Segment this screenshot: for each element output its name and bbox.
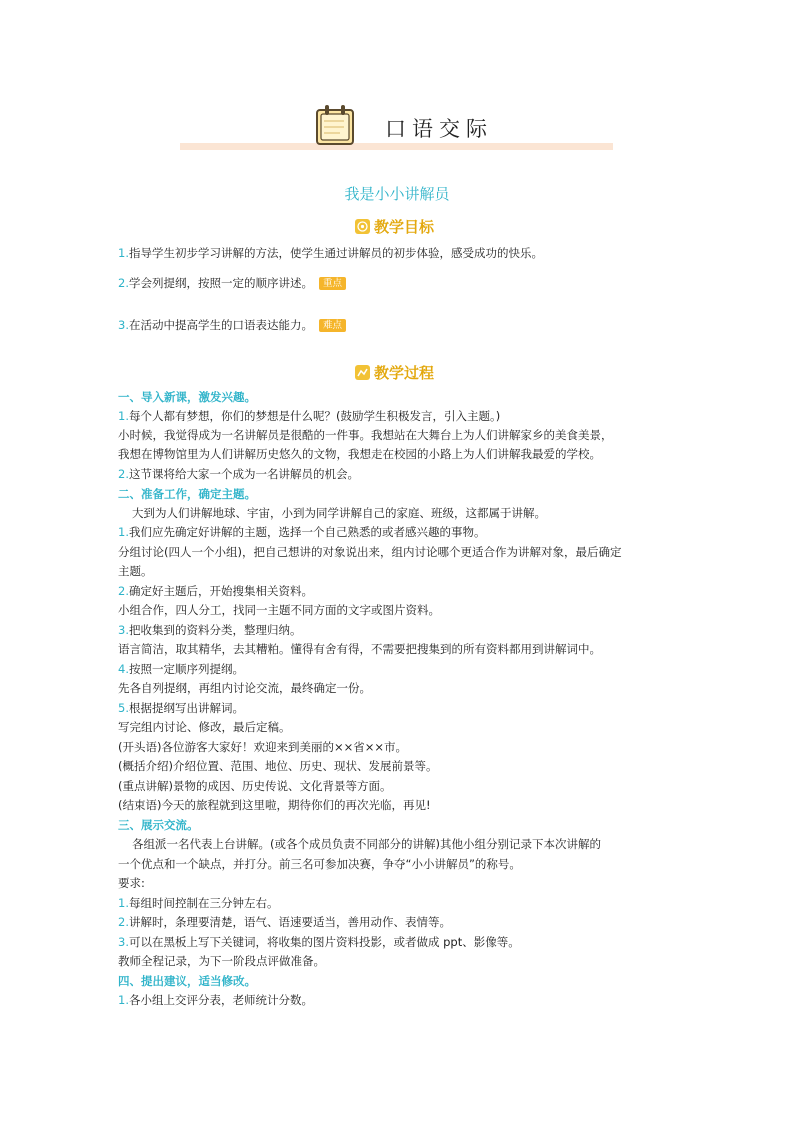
process-heading-text: 教学过程 <box>374 364 435 382</box>
text-line: (结束语)今天的旅程就到这里啦，期待你们的再次光临，再见! <box>118 798 431 812</box>
text-line: 分组讨论(四人一个小组)，把自己想讲的对象说出来，组内讨论哪个更适合作为讲解对象，最后确定 <box>118 545 622 559</box>
goals-heading <box>355 216 434 237</box>
text-line: 要求: <box>118 876 145 890</box>
goals-heading-text: 教学目标 <box>374 218 435 236</box>
header-title: 口语交际 <box>385 117 493 141</box>
text-line: 3.把收集到的资料分类，整理归纳。 <box>118 623 302 637</box>
text-line: 各组派一名代表上台讲解。(或各个成员负责不同部分的讲解)其他小组分别记录下本次讲解的 <box>132 837 601 851</box>
section-2-heading: 二、准备工作，确定主题。 <box>118 487 256 501</box>
goal-item-3: 3.在活动中提高学生的口语表达能力。 难点 <box>118 318 346 333</box>
section-1-heading: 一、导入新课，激发兴趣。 <box>118 390 256 404</box>
text-line: 2.讲解时，条理要清楚，语气、语速要适当，善用动作、表情等。 <box>118 915 451 929</box>
notebook-icon <box>314 103 358 147</box>
text-line: (开头语)各位游客大家好！欢迎来到美丽的××省××市。 <box>118 740 408 754</box>
text-line: 小组合作，四人分工，找同一主题不同方面的文字或图片资料。 <box>118 603 440 617</box>
key-point-badge: 重点 <box>319 277 346 290</box>
goal-item-1: 1.指导学生初步学习讲解的方法，使学生通过讲解员的初步体验，感受成功的快乐。 <box>118 246 543 260</box>
text-line: 一个优点和一个缺点，并打分。前三名可参加决赛，争夺“小小讲解员”的称号。 <box>118 857 521 871</box>
text-line: 教师全程记录，为下一阶段点评做准备。 <box>118 954 325 968</box>
text-line: 写完组内讨论、修改，最后定稿。 <box>118 720 291 734</box>
difficulty-badge: 难点 <box>319 319 346 332</box>
text-line: 主题。 <box>118 564 153 578</box>
text-line: 1.每个人都有梦想，你们的梦想是什么呢？(鼓励学生积极发言，引入主题。) <box>118 409 501 423</box>
process-icon <box>355 365 370 380</box>
text-line: 3.可以在黑板上写下关键词，将收集的图片资料投影，或者做成 ppt、影像等。 <box>118 935 520 949</box>
text-line: (概括介绍)介绍位置、范围、地位、历史、现状、发展前景等。 <box>118 759 438 773</box>
text-line: 1.各小组上交评分表，老师统计分数。 <box>118 993 313 1007</box>
text-line: 我想在博物馆里为人们讲解历史悠久的文物，我想走在校园的小路上为人们讲解我最爱的学校。 <box>118 447 601 461</box>
text-line: 4.按照一定顺序列提纲。 <box>118 662 244 676</box>
header-bar <box>180 143 613 150</box>
text-line: 1.每组时间控制在三分钟左右。 <box>118 896 279 910</box>
text-line: 5.根据提纲写出讲解词。 <box>118 701 244 715</box>
text-line: 先各自列提纲，再组内讨论交流，最终确定一份。 <box>118 681 371 695</box>
lesson-title: 我是小小讲解员 <box>344 185 450 203</box>
section-4-heading: 四、提出建议，适当修改。 <box>118 974 256 988</box>
text-line: 小时候，我觉得成为一名讲解员是很酷的一件事。我想站在大舞台上为人们讲解家乡的美食美景， <box>118 428 613 442</box>
section-3-heading: 三、展示交流。 <box>118 818 199 832</box>
text-line: 2.确定好主题后，开始搜集相关资料。 <box>118 584 313 598</box>
text-line: (重点讲解)景物的成因、历史传说、文化背景等方面。 <box>118 779 392 793</box>
target-icon <box>355 219 370 234</box>
text-line: 大到为人们讲解地球、宇宙，小到为同学讲解自己的家庭、班级，这都属于讲解。 <box>132 506 546 520</box>
text-line: 语言简洁，取其精华，去其糟粕。懂得有舍有得，不需要把搜集到的所有资料都用到讲解词中。 <box>118 642 601 656</box>
text-line: 2.这节课将给大家一个成为一名讲解员的机会。 <box>118 467 359 481</box>
goal-item-2: 2.学会列提纲，按照一定的顺序讲述。 重点 <box>118 276 346 291</box>
text-line: 1.我们应先确定好讲解的主题，选择一个自己熟悉的或者感兴趣的事物。 <box>118 525 486 539</box>
process-heading <box>355 362 434 383</box>
